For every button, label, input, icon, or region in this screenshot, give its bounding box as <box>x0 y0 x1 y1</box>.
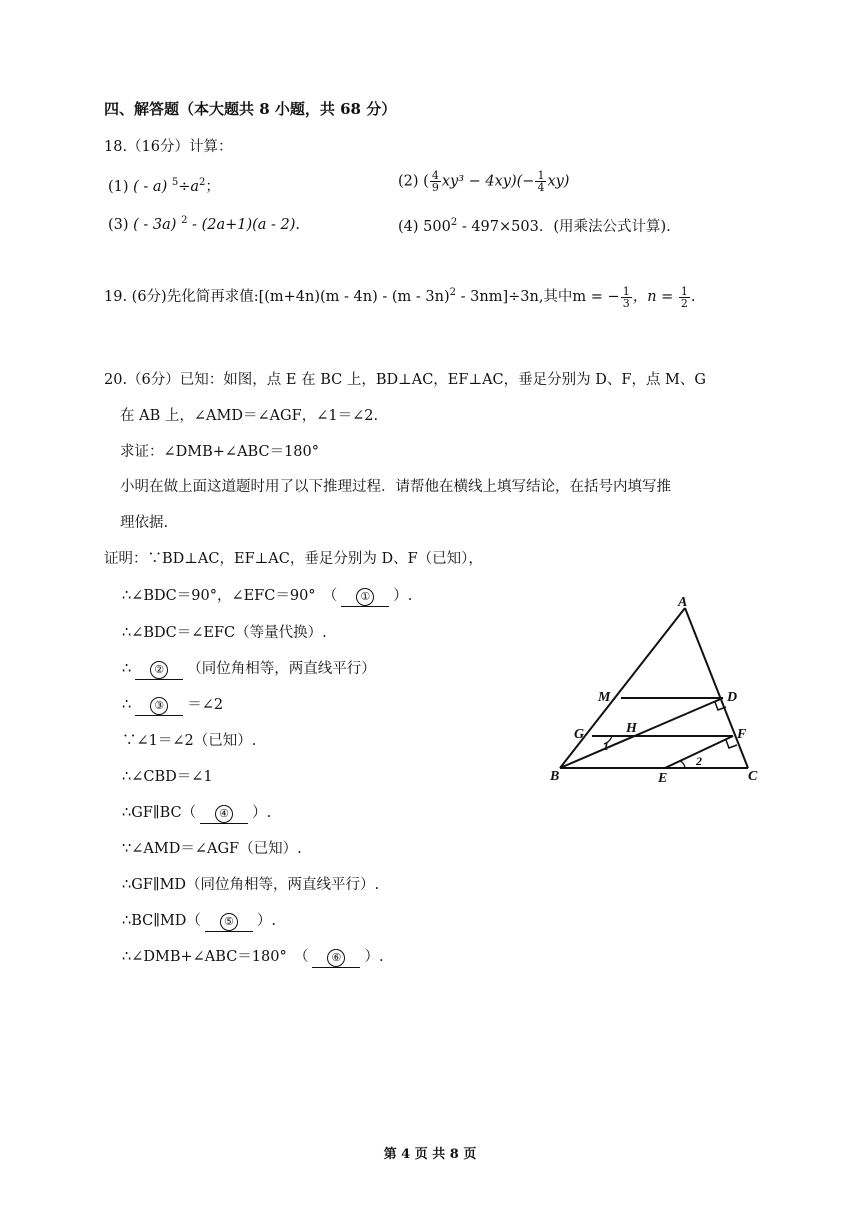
proof-line: ∴∠BDC＝90°，∠EFC＝90° （ ① ）. <box>122 584 412 607</box>
section-title: 四、解答题（本大题共 8 小题，共 68 分） <box>104 100 397 118</box>
label-g: G <box>574 727 585 742</box>
page-footer: 第 4 页 共 8 页 <box>383 1147 477 1162</box>
label-angle-1: 1 <box>603 739 609 753</box>
proof-line: ∴∠DMB+∠ABC＝180° （ ⑥ ）. <box>122 945 384 968</box>
label-b: B <box>550 769 560 784</box>
proof-line: ∴GF∥MD（同位角相等，两直线平行）. <box>122 877 380 893</box>
label-c: C <box>748 769 758 784</box>
answer-blank[interactable]: ④ <box>215 805 233 823</box>
answer-blank[interactable]: ⑥ <box>327 949 345 967</box>
q20-line4: 小明在做上面这道题时用了以下推理过程．请帮他在横线上填写结论，在括号内填写推 <box>120 479 671 495</box>
label-e: E <box>658 771 668 786</box>
label-a: A <box>678 595 688 610</box>
label-angle-2: 2 <box>696 754 702 768</box>
q18-part3: (3) ( - 3a) $^2$ - (2a+1)(a - 2). <box>108 215 301 233</box>
q20-line2: 在 AB 上，∠AMD＝∠AGF，∠1＝∠2. <box>120 408 379 424</box>
q18-header: 18.（16分）计算： <box>104 139 233 155</box>
geometry-figure <box>540 590 780 790</box>
q20-line1: 20.（6分）已知：如图，点 E 在 BC 上，BD⊥AC，EF⊥AC，垂足分别为 D、F，点 M、G <box>104 372 706 388</box>
answer-blank[interactable]: ⑤ <box>220 913 238 931</box>
label-h: H <box>626 721 637 736</box>
proof-line: ∵∠AMD＝∠AGF（已知）. <box>122 841 302 857</box>
segment-ab <box>560 608 685 768</box>
q19: 19. (6分)先化简再求值:[(m+4n)(m - 4n) - (m - 3n)$^2$ - 3nm]÷3n,其中m = − $\frac{1}{3}$ ，n = $\frac{1}{2}$ . <box>104 284 696 310</box>
answer-blank[interactable]: ③ <box>150 697 168 715</box>
q20-line5: 理依据. <box>120 515 169 531</box>
q20-line3: 求证：∠DMB+∠ABC＝180° <box>120 444 319 460</box>
proof-line: ∴BC∥MD（ ⑤ ）. <box>122 909 276 932</box>
proof-line: ∴∠BDC＝∠EFC（等量代换）. <box>122 625 327 641</box>
right-angle-f-mark <box>726 740 737 748</box>
answer-blank[interactable]: ① <box>356 588 374 606</box>
label-d: D <box>727 690 738 705</box>
proof-line: ∴∠CBD＝∠1 <box>122 769 213 785</box>
proof-line: 证明：∵BD⊥AC，EF⊥AC，垂足分别为 D、F（已知）， <box>104 551 483 567</box>
proof-line: ∴ ② （同位角相等，两直线平行） <box>122 657 376 680</box>
label-f: F <box>737 727 747 742</box>
q18-part1: (1) ( - a) $^5\div a^2$； <box>108 177 220 195</box>
q18-part4: (4) $500^2 - 497\times 503$．(用乘法公式计算). <box>398 217 671 235</box>
proof-line: ∴ ③ ＝∠2 <box>122 693 223 716</box>
answer-blank[interactable]: ② <box>150 661 168 679</box>
proof-line: ∴GF∥BC（ ④ ）. <box>122 801 271 824</box>
label-m: M <box>598 690 611 705</box>
proof-line: ∵∠1＝∠2（已知）. <box>122 733 257 749</box>
q18-part2: (2) ( $\frac{4}{9}$ xy³ − 4xy)(− $\frac{1}{4}$ xy) <box>398 169 570 194</box>
